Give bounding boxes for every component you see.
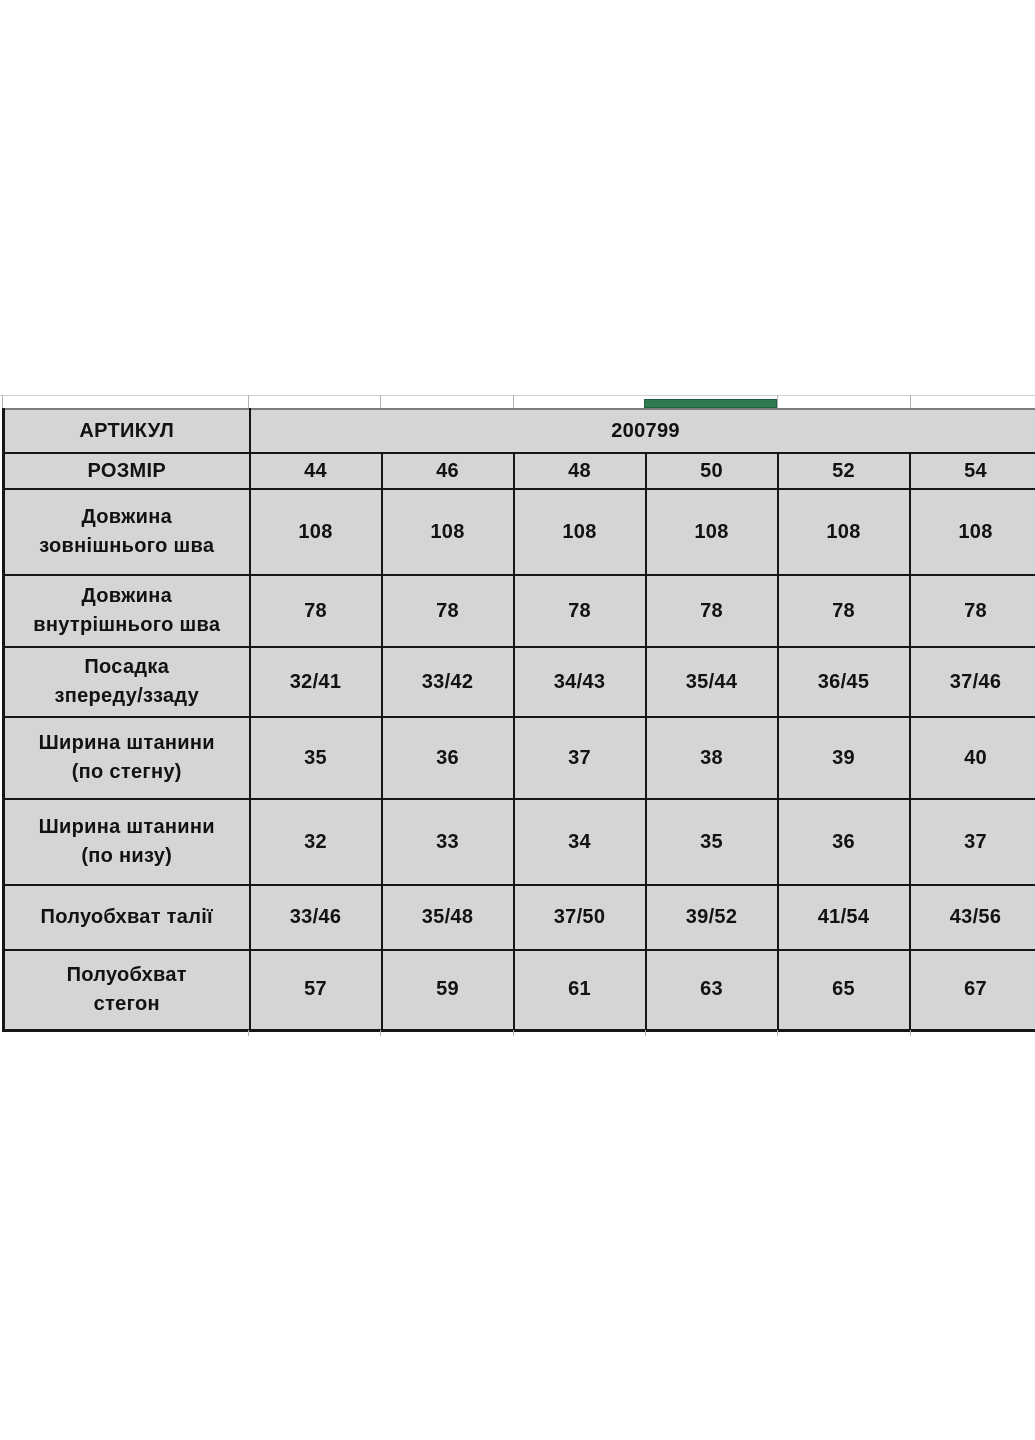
article-value-cell: 200799 [250, 409, 1035, 453]
row-label-line: внутрішнього шва [33, 614, 221, 636]
size-chart-table [2, 408, 1035, 1032]
row-label-cell [4, 717, 250, 799]
row-label-line: Посадка [84, 656, 170, 678]
measurement-row [4, 950, 1035, 1030]
value-cell: 33 [382, 799, 514, 885]
value-cell: 35 [250, 717, 382, 799]
gridline-tick [910, 1030, 911, 1036]
value-cell: 41/54 [778, 885, 910, 950]
gridline-tick [380, 1030, 381, 1036]
value-cell: 39/52 [646, 885, 778, 950]
value-cell: 40 [910, 717, 1035, 799]
value-cell: 37/50 [514, 885, 646, 950]
row-label-cell [4, 950, 250, 1030]
value-cell: 34/43 [514, 647, 646, 717]
row-label-line: (по стегну) [71, 761, 182, 783]
value-cell: 32/41 [250, 647, 382, 717]
value-cell: 35/48 [382, 885, 514, 950]
value-cell: 78 [382, 575, 514, 647]
size-value-cell: 50 [646, 453, 778, 489]
row-label-cell [4, 489, 250, 575]
row-label-line: зовнішнього шва [39, 535, 215, 557]
value-cell: 39 [778, 717, 910, 799]
size-value-cell: 52 [778, 453, 910, 489]
measurement-row [4, 647, 1035, 717]
row-label-line: Довжина [81, 506, 173, 528]
measurement-row [4, 489, 1035, 575]
value-cell: 78 [910, 575, 1035, 647]
value-cell: 37/46 [910, 647, 1035, 717]
size-label-cell: РОЗМІР [4, 453, 250, 489]
value-cell: 37 [514, 717, 646, 799]
value-cell: 35/44 [646, 647, 778, 717]
value-cell: 65 [778, 950, 910, 1030]
measurement-row [4, 717, 1035, 799]
measurement-row [4, 885, 1035, 950]
gridline-tick [513, 1030, 514, 1036]
value-cell: 57 [250, 950, 382, 1030]
value-cell: 59 [382, 950, 514, 1030]
size-value-cell: 44 [250, 453, 382, 489]
value-cell: 78 [778, 575, 910, 647]
value-cell: 43/56 [910, 885, 1035, 950]
selected-cell-highlight [644, 399, 777, 408]
value-cell: 108 [910, 489, 1035, 575]
value-cell: 108 [514, 489, 646, 575]
measurement-row [4, 575, 1035, 647]
article-row [4, 409, 1035, 453]
value-cell: 78 [646, 575, 778, 647]
value-cell: 108 [382, 489, 514, 575]
row-label-cell [4, 885, 250, 950]
gridline-tick [910, 395, 911, 408]
value-cell: 78 [250, 575, 382, 647]
size-value-cell: 46 [382, 453, 514, 489]
value-cell: 33/46 [250, 885, 382, 950]
gridline-tick [2, 395, 3, 408]
value-cell: 108 [646, 489, 778, 575]
row-label-line: Довжина [81, 585, 173, 607]
row-label-line: Полуобхват [66, 963, 187, 986]
value-cell: 37 [910, 799, 1035, 885]
row-label-line: зпереду/ззаду [54, 685, 200, 707]
size-value-cell: 48 [514, 453, 646, 489]
row-label-cell [4, 799, 250, 885]
row-label-line: Ширина штанини [38, 816, 215, 838]
value-cell: 36 [382, 717, 514, 799]
gridline-tick [777, 395, 778, 408]
value-cell: 32 [250, 799, 382, 885]
value-cell: 36 [778, 799, 910, 885]
value-cell: 61 [514, 950, 646, 1030]
gridline-tick [513, 395, 514, 408]
size-value-cell: 54 [910, 453, 1035, 489]
size-row [4, 453, 1035, 489]
value-cell: 34 [514, 799, 646, 885]
row-label-line: Ширина штанини [38, 732, 215, 754]
gridline-tick [645, 1030, 646, 1036]
article-label-cell: АРТИКУЛ [4, 409, 250, 453]
gridline-horizontal [0, 395, 1035, 396]
value-cell: 38 [646, 717, 778, 799]
value-cell: 35 [646, 799, 778, 885]
value-cell: 36/45 [778, 647, 910, 717]
measurement-row [4, 799, 1035, 885]
value-cell: 33/42 [382, 647, 514, 717]
value-cell: 108 [778, 489, 910, 575]
value-cell: 63 [646, 950, 778, 1030]
row-label-cell [4, 647, 250, 717]
value-cell: 67 [910, 950, 1035, 1030]
row-label-cell [4, 575, 250, 647]
row-label-line: (по низу) [81, 845, 173, 867]
row-label-line: стегон [93, 992, 160, 1015]
gridline-tick [380, 395, 381, 408]
gridline-tick [248, 395, 249, 408]
gridline-tick [248, 1030, 249, 1036]
gridline-tick [777, 1030, 778, 1036]
row-label-line: Полуобхват талії [40, 906, 213, 928]
value-cell: 78 [514, 575, 646, 647]
value-cell: 108 [250, 489, 382, 575]
